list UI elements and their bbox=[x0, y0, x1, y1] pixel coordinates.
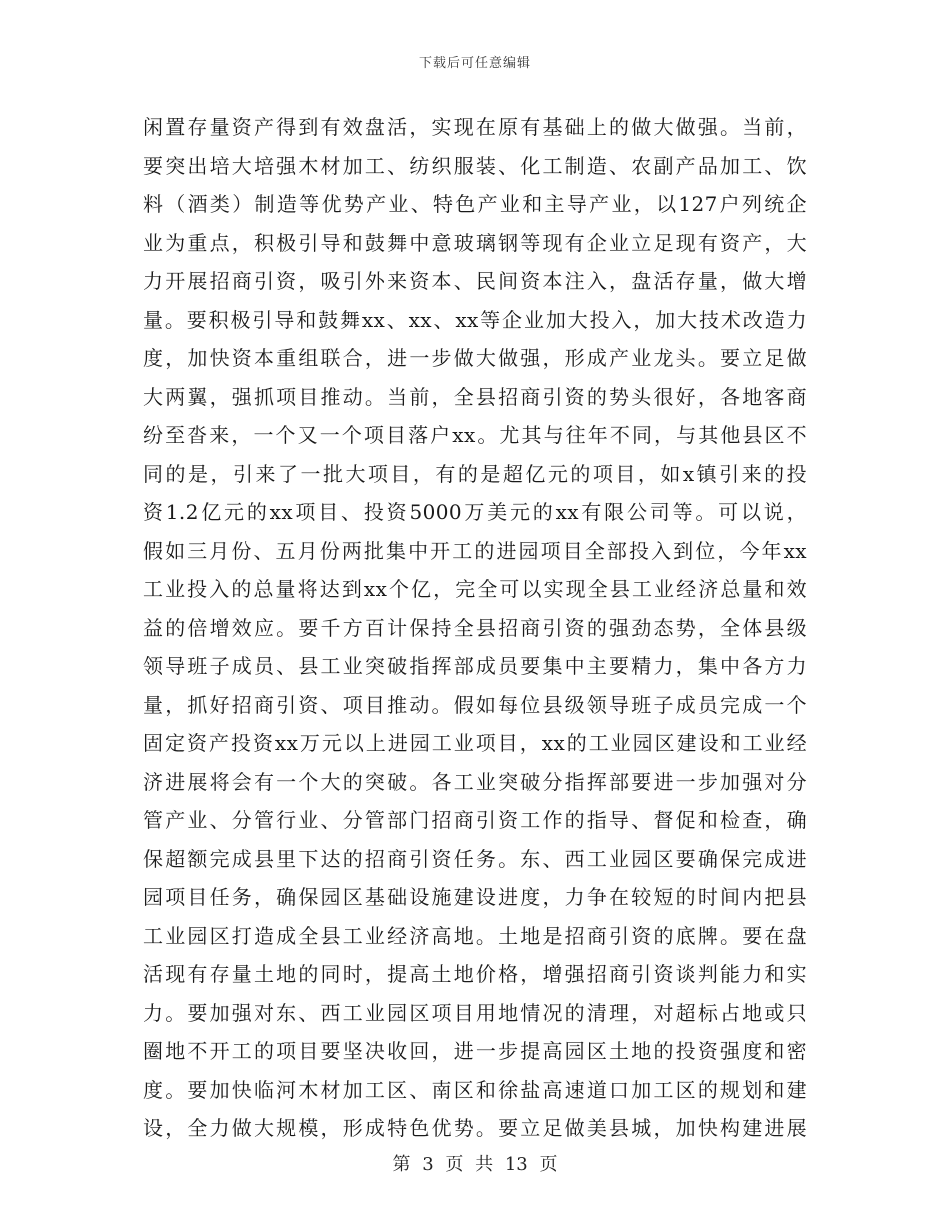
body-line: 圈地不开工的项目要坚决收回，进一步提高园区土地的投资强度和密 bbox=[143, 1039, 807, 1063]
body-line: 益的倍增效应。要千方百计保持全县招商引资的强劲态势，全体县级 bbox=[143, 615, 807, 640]
body-line: 闲置存量资产得到有效盘活，实现在原有基础上的做大做强。当前， bbox=[143, 115, 807, 139]
body-line: 业为重点，积极引导和鼓舞中意玻璃钢等现有企业立足现有资产，大 bbox=[143, 230, 807, 255]
body-line: 资1.2亿元的xx项目、投资5000万美元的xx有限公司等。可以说， bbox=[143, 500, 807, 524]
body-line: 同的是，引来了一批大项目，有的是超亿元的项目，如x镇引来的投 bbox=[143, 461, 807, 486]
body-line: 量。要积极引导和鼓舞xx、xx、xx等企业加大投入，加大技术改造力 bbox=[143, 307, 807, 332]
body-line: 度，加快资本重组联合，进一步做大做强，形成产业龙头。要立足做 bbox=[143, 346, 807, 370]
body-line: 量，抓好招商引资、项目推动。假如每位县级领导班子成员完成一个 bbox=[143, 692, 807, 717]
body-line: 设，全力做大规模，形成特色优势。要立足做美县城，加快构建进展 bbox=[143, 1116, 807, 1140]
page-header-note: 下载后可任意编辑 bbox=[418, 56, 531, 71]
body-line: 固定资产投资xx万元以上进园工业项目，xx的工业园区建设和工业经 bbox=[143, 731, 807, 755]
body-line: 活现有存量土地的同时，提高土地价格，增强招商引资谈判能力和实 bbox=[143, 962, 807, 986]
body-line: 济进展将会有一个大的突破。各工业突破分指挥部要进一步加强对分 bbox=[143, 769, 807, 794]
body-line: 工业园区打造成全县工业经济高地。土地是招商引资的底牌。要在盘 bbox=[143, 923, 807, 948]
body-line: 工业投入的总量将达到xx个亿，完全可以实现全县工业经济总量和效 bbox=[143, 577, 807, 601]
body-line: 力开展招商引资，吸引外来资本、民间资本注入，盘活存量，做大增 bbox=[143, 269, 807, 293]
body-line: 力。要加强对东、西工业园区项目用地情况的清理，对超标占地或只 bbox=[143, 1000, 807, 1025]
body-line: 管产业、分管行业、分管部门招商引资工作的指导、督促和检查，确 bbox=[143, 808, 807, 832]
body-line: 保超额完成县里下达的招商引资任务。东、西工业园区要确保完成进 bbox=[143, 846, 807, 871]
page-number-footer: 第 3 页 共 13 页 bbox=[392, 1154, 558, 1175]
body-line: 度。要加快临河木材加工区、南区和徐盐高速道口加工区的规划和建 bbox=[143, 1077, 807, 1102]
body-line: 领导班子成员、县工业突破指挥部成员要集中主要精力，集中各方力 bbox=[143, 654, 807, 678]
document-body bbox=[143, 108, 807, 1148]
body-line: 纷至沓来，一个又一个项目落户xx。尤其与往年不同，与其他县区不 bbox=[143, 423, 807, 447]
body-line: 要突出培大培强木材加工、纺织服装、化工制造、农副产品加工、饮 bbox=[143, 153, 807, 178]
body-line: 大两翼，强抓项目推动。当前，全县招商引资的势头很好，各地客商 bbox=[143, 384, 807, 409]
body-line: 假如三月份、五月份两批集中开工的进园项目全部投入到位，今年xx bbox=[143, 538, 807, 563]
body-line: 料（酒类）制造等优势产业、特色产业和主导产业，以127户列统企 bbox=[143, 192, 807, 216]
body-line: 园项目任务，确保园区基础设施建设进度，力争在较短的时间内把县 bbox=[143, 885, 807, 909]
